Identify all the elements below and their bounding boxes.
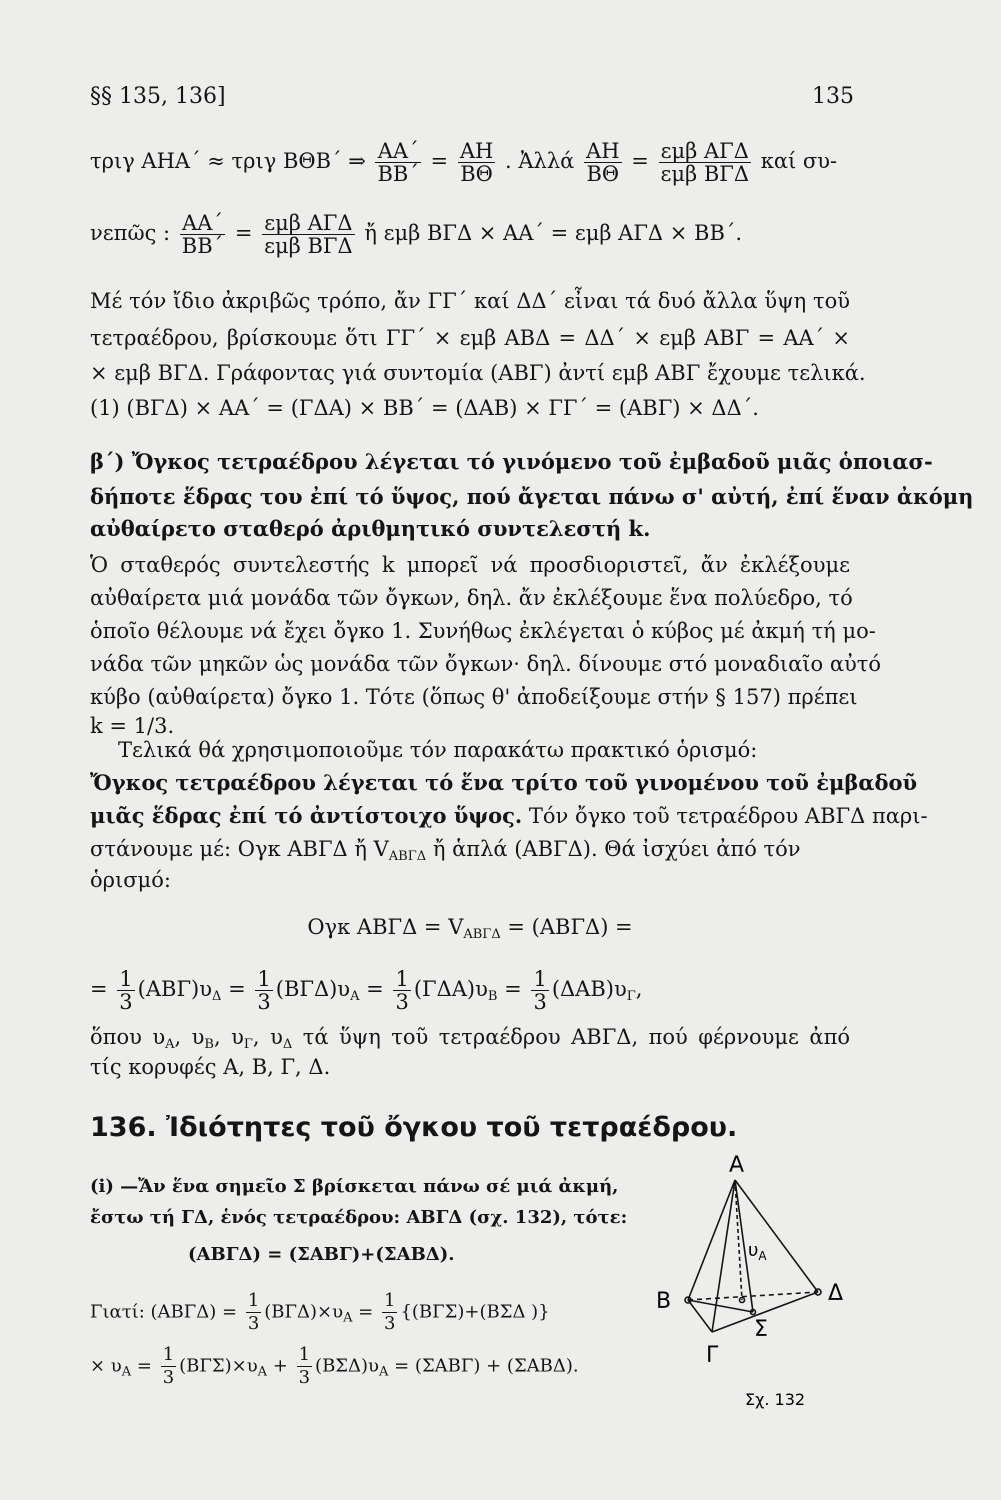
label-G: Γ bbox=[706, 1343, 719, 1368]
definition-volume: Ὄγκος τετραέδρου λέγεται τό ἕνα τρίτο τοῦ γινομένου τοῦ ἐμβαδοῦ bbox=[90, 770, 918, 795]
fraction bbox=[659, 140, 752, 185]
text: υ bbox=[748, 1240, 759, 1261]
eq1-lead: τριγ ΑΗΑ΄ ≈ τριγ ΒΘΒ΄ ⇒ bbox=[90, 149, 366, 173]
numerator: εμβ ΑΓΔ bbox=[262, 212, 355, 235]
subscript: Α bbox=[343, 1310, 353, 1326]
term: (ΓΔΑ)υ bbox=[413, 977, 488, 1001]
subscript: Α bbox=[121, 1364, 132, 1380]
tetrahedron-figure bbox=[650, 1150, 860, 1440]
numerator: 1 bbox=[395, 967, 409, 991]
paragraph-line: Τελικά θά χρησιμοποιοῦμε τόν παρακάτω πρακτικό ὁρισμό: bbox=[118, 738, 758, 762]
paragraph-line: αὐθαίρετα μιά μονάδα τῶν ὄγκων, δηλ. ἄν ἐκλέξουμε ἕνα πολύεδρο, τό bbox=[90, 586, 853, 610]
numerator: ΑΗ bbox=[586, 139, 620, 163]
term: {(ΒΓΣ)+(ΒΣΔ )} bbox=[400, 1301, 550, 1323]
denominator: εμβ ΒΓΔ bbox=[660, 162, 750, 186]
page-number: 135 bbox=[812, 84, 854, 109]
fraction bbox=[584, 140, 621, 185]
term: (ΒΓΔ)υ bbox=[275, 977, 351, 1001]
equation-similar-triangles bbox=[90, 140, 850, 185]
section-heading: 136. Ἰδιότητες τοῦ ὄγκου τοῦ τετραέδρου. bbox=[90, 1112, 738, 1143]
denominator: ΒΘ bbox=[460, 162, 493, 186]
formula-heights: (1) (ΒΓΔ) × ΑΑ΄ = (ΓΔΑ) × ΒΒ΄ = (ΔΑΒ) × ΓΓ΄ = (ΑΒΓ) × ΔΔ΄. bbox=[90, 396, 759, 420]
numerator: 1 bbox=[533, 967, 547, 991]
subscript: Α bbox=[257, 1364, 268, 1380]
fraction bbox=[262, 212, 355, 257]
denominator: εμβ ΒΓΔ bbox=[264, 234, 353, 258]
subscript: Α bbox=[758, 1249, 767, 1263]
subscript: Β bbox=[487, 989, 498, 1004]
subscript: Γ bbox=[626, 989, 636, 1004]
term: (ΑΒΓ)υ bbox=[137, 977, 212, 1001]
paragraph-line: Μέ τόν ἴδιο ἀκριβῶς τρόπο, ἄν ΓΓ΄ καί ΔΔ΄ εἶναι τά δυό ἄλλα ὕψη τοῦ bbox=[90, 289, 850, 313]
volume-formula-line1 bbox=[90, 912, 850, 950]
volume-formula-line2: = $\frac{1}{3}$ $(AB\Gamma)\upsilon_\Delta$ = $\frac{1}{3}$ $(B\Gamma\Delta)\upsilon_A$ = $\frac{1}{3}$ $(\Gamma\Delta A)\upsilon_B$ = $\frac{1}{3}$ $(\Delta AB)\upsilon_\Gamma$, bbox=[90, 967, 643, 1014]
label-A: Α bbox=[729, 1153, 745, 1178]
fraction-one-third bbox=[531, 968, 548, 1013]
running-head-section: §§ 135, 136] bbox=[90, 84, 226, 109]
term: (ΒΣΔ)υ bbox=[315, 1355, 379, 1377]
denominator: 3 bbox=[298, 1367, 311, 1388]
proof-line1 bbox=[90, 1290, 610, 1335]
denominator: ΒΒ΄ bbox=[377, 162, 419, 186]
numerator: 1 bbox=[162, 1344, 175, 1365]
text: = (ΣΑΒΓ) + (ΣΑΒΔ). bbox=[388, 1355, 579, 1377]
definition-line: αὐθαίρετο σταθερό ἀριθμητικό συντελεστή k. bbox=[90, 516, 651, 541]
subscript: Β bbox=[204, 1037, 214, 1052]
term: (ΒΓΣ)×υ bbox=[179, 1355, 258, 1377]
numerator: ΑΑ΄ bbox=[375, 140, 420, 163]
numerator: 1 bbox=[247, 1290, 260, 1311]
label-S: Σ bbox=[754, 1317, 768, 1342]
numerator: ΑΗ bbox=[459, 139, 494, 163]
label-uA bbox=[748, 1240, 767, 1263]
text: + bbox=[267, 1355, 288, 1377]
subscript: Δ bbox=[282, 1037, 293, 1052]
fraction-one-third bbox=[255, 968, 272, 1013]
equals-sign: = bbox=[430, 149, 449, 173]
paragraph-line: νάδα τῶν μηκῶν ὡς μονάδα τῶν ὄγκων· δηλ. δίνουμε στό μοναδιαῖο αὐτό bbox=[90, 652, 882, 676]
numerator: ΑΑ΄ bbox=[180, 212, 225, 235]
text: = bbox=[352, 1301, 374, 1323]
fraction-one-third bbox=[297, 1344, 312, 1389]
proof-line2 bbox=[90, 1344, 610, 1389]
fraction-one-third bbox=[246, 1290, 261, 1335]
denominator: ΒΒ΄ bbox=[181, 234, 224, 258]
text: ὅπου υ bbox=[90, 1025, 166, 1049]
subscript: ΑΒΓΔ bbox=[463, 927, 501, 942]
denominator: 3 bbox=[257, 990, 271, 1014]
text: Ογκ ΑΒΓΔ = V bbox=[307, 915, 464, 939]
text: = bbox=[131, 1355, 152, 1377]
text: , υ bbox=[213, 1025, 244, 1049]
fraction bbox=[458, 140, 495, 185]
definition-line: β΄) Ὄγκος τετραέδρου λέγεται τό γινόμενο τοῦ ἐμβαδοῦ μιᾶς ὁποιασ- bbox=[90, 449, 933, 474]
numerator: εμβ ΑΓΔ bbox=[659, 140, 752, 163]
subscript: Δ bbox=[212, 989, 222, 1004]
text: × υ bbox=[90, 1355, 122, 1377]
denominator: 3 bbox=[384, 1313, 396, 1334]
numerator: 1 bbox=[298, 1344, 311, 1365]
text: = (ΑΒΓΔ) = bbox=[500, 915, 633, 939]
edge-BG bbox=[688, 1300, 712, 1332]
equals-sign: = bbox=[631, 149, 649, 173]
equals-sign: = bbox=[504, 977, 522, 1001]
equation-consequently bbox=[90, 212, 850, 257]
definition-rest: Τόν ὄγκο τοῦ τετραέδρου ΑΒΓΔ παρι- bbox=[522, 804, 928, 828]
fraction bbox=[180, 212, 225, 257]
subscript: Α bbox=[350, 989, 360, 1004]
proposition-line: ἔστω τή ΓΔ, ἑνός τετραέδρου: ΑΒΓΔ (σχ. 132), τότε: bbox=[90, 1207, 628, 1228]
text: τά ὕψη τοῦ τετραέδρου ΑΒΓΔ, πού φέρνουμε ἀπό bbox=[292, 1025, 851, 1049]
fraction-one-third bbox=[393, 968, 410, 1013]
paragraph-line: k = 1/3. bbox=[90, 714, 175, 738]
edge-AB bbox=[688, 1180, 735, 1300]
eq2-tail: ἤ εμβ ΒΓΔ × ΑΑ΄ = εμβ ΑΓΔ × ΒΒ΄. bbox=[364, 221, 743, 245]
term: (ΔΑΒ)υ bbox=[551, 977, 627, 1001]
definition-line: δήποτε ἕδρας του ἐπί τό ὕψος, πού ἄγεται πάνω σ' αὐτή, ἐπί ἕναν ἀκόμη bbox=[90, 484, 974, 509]
text: στάνουμε μέ: Ογκ ΑΒΓΔ ἤ V bbox=[90, 837, 389, 861]
subscript: Α bbox=[379, 1364, 389, 1380]
denominator: ΒΘ bbox=[586, 162, 620, 186]
subscript: Α bbox=[165, 1037, 175, 1052]
definition-volume-line2 bbox=[90, 801, 928, 831]
text: , υ bbox=[174, 1025, 205, 1049]
label-B: Β bbox=[656, 1289, 672, 1314]
paragraph-line: κύβο (αὐθαίρετα) ὄγκο 1. Τότε (ὅπως θ' ἀποδείξουμε στήν § 157) πρέπει bbox=[90, 685, 858, 709]
denominator: 3 bbox=[119, 990, 133, 1014]
proposition-line: (i) —Ἄν ἕνα σημεῖο Σ βρίσκεται πάνω σέ μιά ἀκμή, bbox=[90, 1176, 619, 1197]
fraction-one-third bbox=[117, 968, 134, 1013]
paragraph-line: τετραέδρου, βρίσκουμε ὅτι ΓΓ΄ × εμβ ΑΒΔ = ΔΔ΄ × εμβ ΑΒΓ = ΑΑ΄ × bbox=[90, 326, 850, 350]
edge-AG bbox=[712, 1180, 735, 1332]
subscript: ΑΒΓΔ bbox=[388, 849, 427, 864]
text: Γιατί: (ΑΒΓΔ) = bbox=[90, 1301, 238, 1323]
fraction-one-third bbox=[382, 1290, 397, 1335]
eq1-but: . Ἀλλά bbox=[505, 149, 575, 173]
equals-sign: = bbox=[90, 977, 108, 1001]
subscript: Γ bbox=[243, 1037, 253, 1052]
equals-sign: = bbox=[228, 977, 246, 1001]
denominator: 3 bbox=[247, 1313, 260, 1334]
paragraph-line: × εμβ ΒΓΔ. Γράφοντας γιά συντομία (ΑΒΓ) ἀντί εμβ ΑΒΓ ἔχουμε τελικά. bbox=[90, 361, 866, 385]
equals-sign: = bbox=[234, 221, 253, 245]
eq1-tail: καί συ- bbox=[760, 149, 838, 173]
definition-bold: μιᾶς ἕδρας ἐπί τό ἀντίστοιχο ὕψος. bbox=[90, 803, 523, 828]
height-uA bbox=[735, 1180, 742, 1300]
paragraph-line: ὁποῖο θέλουμε νά ἔχει ὄγκο 1. Συνήθως ἐκλέγεται ὁ κύβος μέ ἀκμή τή μο- bbox=[90, 619, 876, 643]
denominator: 3 bbox=[162, 1367, 175, 1388]
text: , υ bbox=[252, 1025, 283, 1049]
figure-caption: Σχ. 132 bbox=[745, 1390, 806, 1409]
denominator: 3 bbox=[395, 990, 409, 1014]
fraction bbox=[375, 140, 420, 185]
term: (ΒΓΔ)×υ bbox=[264, 1301, 344, 1323]
denominator: 3 bbox=[533, 990, 547, 1014]
paragraph-line: Ὁ σταθερός συντελεστής k μπορεῖ νά προσδιοριστεῖ, ἄν ἐκλέξουμε bbox=[90, 553, 850, 577]
fraction-one-third bbox=[161, 1344, 176, 1389]
proposition-equation: (ΑΒΓΔ) = (ΣΑΒΓ)+(ΣΑΒΔ). bbox=[188, 1244, 455, 1265]
numerator: 1 bbox=[119, 967, 133, 991]
text: ἤ ἁπλά (ΑΒΓΔ). Θά ἰσχύει ἀπό τόν bbox=[426, 837, 801, 861]
paragraph-line: ὁρισμό: bbox=[90, 868, 171, 892]
numerator: 1 bbox=[384, 1290, 396, 1311]
numerator: 1 bbox=[257, 967, 271, 991]
paragraph-line: τίς κορυφές Α, Β, Γ, Δ. bbox=[90, 1055, 331, 1079]
equals-sign: = bbox=[366, 977, 384, 1001]
label-D: Δ bbox=[828, 1281, 844, 1306]
eq2-lead: νεπῶς : bbox=[90, 221, 171, 245]
